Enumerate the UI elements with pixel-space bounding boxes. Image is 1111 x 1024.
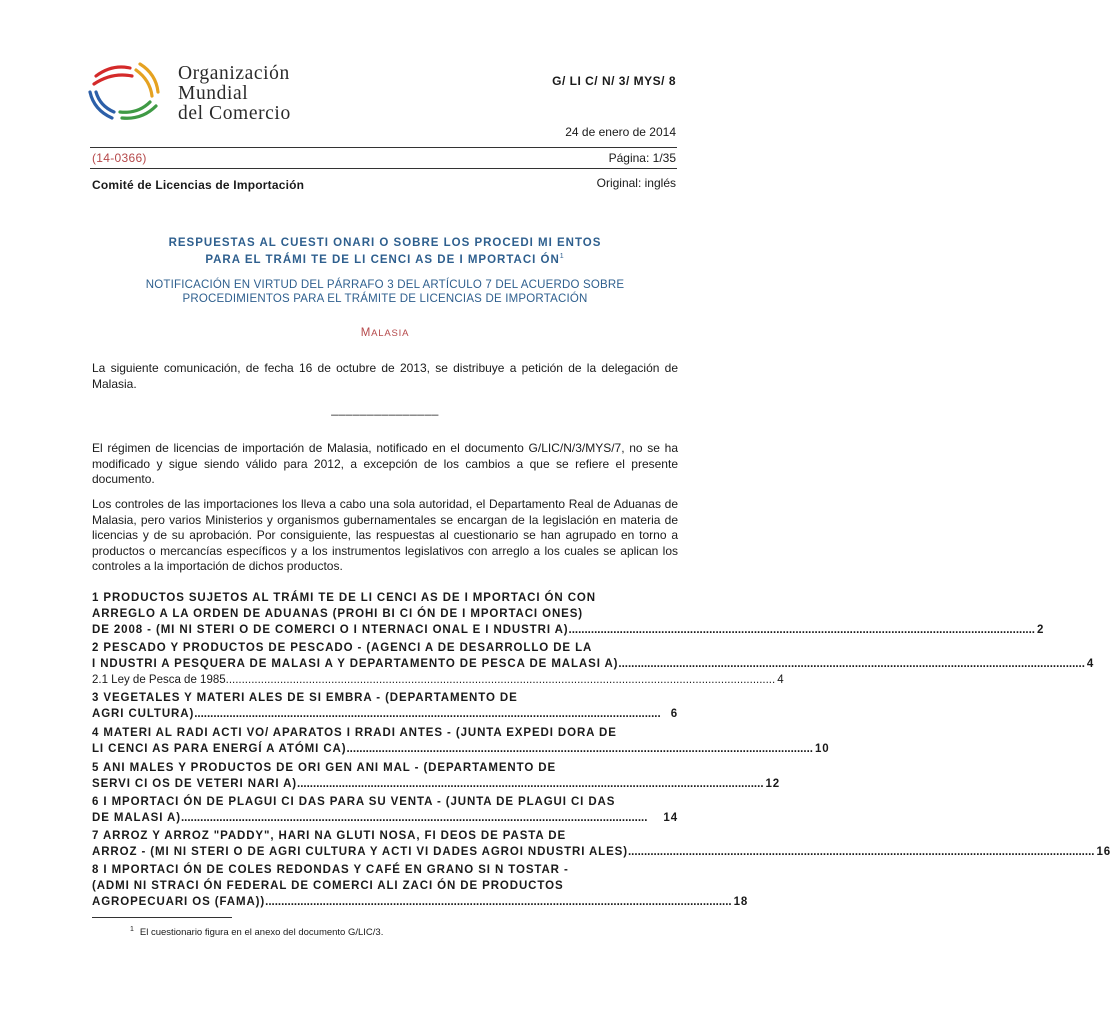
- toc-entry-2[interactable]: [92, 640, 1095, 672]
- toc-entry-2-1[interactable]: [92, 672, 784, 688]
- title-line-1: RESPUESTAS AL CUESTI ONARI O SOBRE LOS PROCEDI MI ENTOS: [168, 237, 602, 249]
- country-name: [92, 327, 678, 339]
- subtitle-line-1: NOTIFICACIÓN EN VIRTUD DEL PÁRRAFO 3 DEL ARTÍCULO 7 DEL ACUERDO SOBRE: [145, 279, 625, 291]
- separator-line: _______________: [331, 402, 439, 416]
- toc-entry-text: AGRI CULTURA): [92, 708, 195, 720]
- toc-entry-7[interactable]: [92, 828, 1111, 860]
- toc-page-number: 4: [777, 674, 784, 686]
- org-line-3: del Comercio: [178, 103, 291, 124]
- intro-paragraph: La siguiente comunicación, de fecha 16 de octubre de 2013, se distribuye a petición de la delegación de Malasia.: [92, 361, 678, 391]
- toc-entry-text: DE MALASI A): [92, 812, 181, 824]
- toc-entry-line: 1 PRODUCTOS SUJETOS AL TRÁMI TE DE LI CENCI AS DE I MPORTACI ÓN CON: [92, 592, 596, 604]
- footnote-divider: [92, 917, 232, 918]
- document-title: [92, 236, 678, 267]
- footnote-text: El cuestionario figura en el anexo del documento G/LIC/3.: [139, 927, 384, 939]
- org-line-2: Mundial: [178, 83, 249, 104]
- header-divider-top: [90, 147, 677, 148]
- toc-entry-5[interactable]: [92, 760, 781, 792]
- toc-entry-line: 8 I MPORTACI ÓN DE COLES REDONDAS Y CAFÉ EN GRANO SI N TOSTAR -: [92, 864, 569, 876]
- toc-page-number: 4: [1086, 658, 1095, 670]
- toc-entry-line: (ADMI NI STRACI ÓN FEDERAL DE COMERCI ALI ZACI ÓN DE PRODUCTOS: [92, 880, 564, 892]
- toc-leader: ..................................................................................................................................................: [346, 743, 813, 755]
- toc-entry-4[interactable]: [92, 725, 830, 757]
- toc-entry-text: DE 2008 - (MI NI STERI O DE COMERCI O I NTERNACI ONAL E I NDUSTRI A): [92, 624, 569, 636]
- subtitle-line-2: PROCEDIMIENTOS PARA EL TRÁMITE DE LICENCIAS DE IMPORTACIÓN: [182, 293, 588, 305]
- toc-leader: ..................................................................................................................................................: [568, 624, 1035, 636]
- toc-leader: ..................................................................................................................................................: [194, 708, 661, 720]
- wto-logo-icon: [84, 58, 168, 128]
- page-number: Página: 1/35: [608, 151, 676, 165]
- toc-leader: ..................................................................................................................................................: [265, 896, 732, 908]
- paragraph-controls: Los controles de las importaciones los lleva a cabo una sola autoridad, el Departamento Real de Aduanas de Malasia, pero varios Ministerios y organismos gubernamentales se encargan de la legislación en materia de licencias y de su aprobación. Por consiguiente, las respuestas al cuestionario se han agrupado en torno a productos o mercancías específicos y a los instrumentos legislativos con arreglo a los cuales se aplican los controles a la importación de dichos productos.: [92, 497, 678, 573]
- toc-leader: ..................................................................................................................................................: [180, 812, 648, 824]
- original-language: Original: inglés: [596, 176, 676, 190]
- title-footnote-mark[interactable]: 1: [559, 253, 565, 260]
- toc-entry-text: LI CENCI AS PARA ENERGÍ A ATÓMI CA): [92, 743, 347, 755]
- toc-page-number: 12: [765, 778, 781, 790]
- toc-page-number: 14: [663, 812, 678, 824]
- table-of-contents: [92, 590, 1111, 910]
- toc-entry-text: ARROZ - (MI NI STERI O DE AGRI CULTURA Y ACTI VI DADES AGROI NDUSTRI ALES): [92, 846, 628, 858]
- document-symbol: G/ LI C/ N/ 3/ MYS/ 8: [552, 74, 676, 88]
- document-subtitle: [92, 278, 678, 306]
- document-date: 24 de enero de 2014: [565, 125, 676, 139]
- document-reference: (14-0366): [92, 151, 147, 165]
- toc-page-number: 2: [1037, 624, 1045, 636]
- toc-entry-line: 2 PESCADO Y PRODUCTOS DE PESCADO - (AGENCI A DE DESARROLLO DE LA: [92, 642, 593, 654]
- toc-entry-3[interactable]: [92, 690, 678, 722]
- toc-entry-line: ARREGLO A LA ORDEN DE ADUANAS (PROHI BI CI ÓN DE I MPORTACI ONES): [92, 608, 584, 620]
- toc-entry-8[interactable]: [92, 862, 749, 910]
- committee-name: Comité de Licencias de Importación: [92, 178, 305, 192]
- organization-name: [178, 64, 291, 124]
- toc-entry-line: 7 ARROZ Y ARROZ "PADDY", HARI NA GLUTI NOSA, FI DEOS DE PASTA DE: [92, 830, 567, 842]
- footnote: [130, 926, 383, 938]
- toc-entry-text: 2.1 Ley de Pesca de 1985: [92, 674, 226, 686]
- toc-entry-text: SERVI CI OS DE VETERI NARI A): [92, 778, 298, 790]
- toc-entry-line: 6 I MPORTACI ÓN DE PLAGUI CI DAS PARA SU VENTA - (JUNTA DE PLAGUI CI DAS: [92, 796, 616, 808]
- toc-page-number: 18: [733, 896, 749, 908]
- toc-entry-line: 5 ANI MALES Y PRODUCTOS DE ORI GEN ANI MAL - (DEPARTAMENTO DE: [92, 762, 557, 774]
- toc-leader: ..................................................................................................................................................: [297, 778, 764, 790]
- toc-page-number: 16: [1096, 846, 1111, 858]
- toc-leader: ..................................................................................................................................................: [618, 658, 1085, 670]
- toc-entry-line: 4 MATERI AL RADI ACTI VO/ APARATOS I RRADI ANTES - (JUNTA EXPEDI DORA DE: [92, 727, 617, 739]
- country-rest: ALASIA: [371, 328, 410, 339]
- toc-page-number: 6: [670, 708, 678, 720]
- footnote-mark: 1: [130, 926, 134, 933]
- toc-entry-1[interactable]: [92, 590, 1045, 638]
- toc-page-number: 10: [814, 743, 830, 755]
- toc-entry-text: I NDUSTRI A PESQUERA DE MALASI A Y DEPARTAMENTO DE PESCA DE MALASI A): [92, 658, 619, 670]
- toc-leader: ..................................................................................................................................................: [627, 846, 1095, 858]
- toc-leader: ............................................................................................................................................................................: [225, 674, 776, 686]
- toc-entry-line: 3 VEGETALES Y MATERI ALES DE SI EMBRA - (DEPARTAMENTO DE: [92, 692, 518, 704]
- title-line-2: PARA EL TRÁMI TE DE LI CENCI AS DE I MPORTACI ÓN: [205, 253, 560, 266]
- header-divider-bottom: [90, 168, 677, 169]
- org-line-1: Organización: [178, 63, 290, 84]
- toc-entry-text: AGROPECUARI OS (FAMA)): [92, 896, 266, 908]
- country-initial: M: [360, 327, 372, 339]
- toc-entry-6[interactable]: [92, 794, 678, 826]
- paragraph-regime: El régimen de licencias de importación de Malasia, notificado en el documento G/LIC/N/3/MYS/7, no se ha modificado y sigue siendo válido para 2012, a excepción de los cambios a que se refiere el presente documento.: [92, 441, 678, 486]
